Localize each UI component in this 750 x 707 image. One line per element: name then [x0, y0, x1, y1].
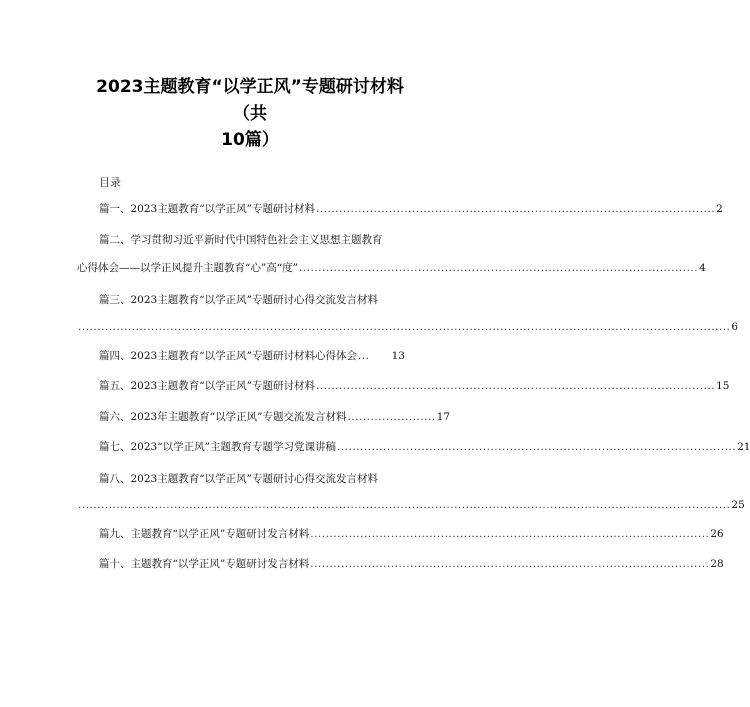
toc-page-number: 28	[710, 558, 724, 570]
toc-entry-title: 篇六、2023年主题教育“以学正风”专题交流发言材料	[99, 411, 347, 423]
toc-entry-5[interactable]	[99, 379, 730, 393]
toc-entry-title: 篇七、2023“以学正风”主题教育专题学习党课讲稿	[99, 441, 336, 453]
toc-leader-dots: ........................................................................................................	[315, 380, 716, 392]
toc-entry-4[interactable]	[99, 349, 405, 363]
toc-heading: 目录	[99, 176, 121, 189]
toc-leader-dots: ........................................................................................................	[310, 528, 710, 540]
toc-entry-8-line1[interactable]: 篇八、2023主题教育“以学正风”专题研讨心得交流发言材料	[99, 473, 378, 485]
toc-page-number: 21	[737, 441, 750, 453]
toc-entry-9[interactable]	[99, 527, 724, 541]
toc-entry-7[interactable]	[99, 440, 750, 454]
toc-page-number: 17	[436, 411, 451, 423]
toc-leader-dots: .......................	[347, 411, 436, 423]
toc-entry-8[interactable]	[77, 498, 745, 512]
toc-entry-title: 篇五、2023主题教育“以学正风”专题研讨材料	[99, 380, 315, 392]
toc-entry-3[interactable]	[77, 320, 739, 334]
toc-entry-6[interactable]	[99, 410, 451, 424]
toc-leader-dots: ........................................................................................................	[315, 203, 716, 215]
toc-page-number: 26	[710, 528, 724, 540]
toc-entry-2-line1[interactable]: 篇二、学习贯彻习近平新时代中国特色社会主义思想主题教育	[99, 234, 383, 246]
toc-leader-dots: ..........................................................................................................................................................................	[78, 499, 731, 511]
toc-leader-dots: ........................................................................................................	[336, 441, 737, 453]
toc-page-number: 2	[716, 203, 723, 215]
document-title-count-open: （共	[233, 104, 267, 124]
toc-entry-title: 篇九、主题教育“以学正风”专题研讨发言材料	[99, 528, 310, 540]
toc-page-number: 13	[391, 350, 405, 362]
toc-entry-title: 篇四、2023主题教育“以学正风”专题研讨材料心得体会	[99, 350, 357, 362]
toc-leader-dots: ........................................................................................................	[298, 262, 699, 274]
toc-leader-dots: ...	[357, 350, 370, 362]
toc-entry-title: 篇一、2023主题教育“以学正风”专题研讨材料	[99, 203, 315, 215]
toc-entry-2[interactable]	[77, 261, 706, 275]
document-title-count: 10篇）	[221, 130, 279, 150]
toc-entry-10[interactable]	[99, 557, 724, 571]
toc-leader-dots: ........................................................................................................	[310, 558, 710, 570]
toc-page-number: 15	[716, 380, 730, 392]
document-title: 2023主题教育“以学正风”专题研讨材料	[96, 77, 404, 97]
toc-entry-3-line1[interactable]: 篇三、2023主题教育“以学正风”专题研讨心得交流发言材料	[99, 294, 378, 306]
toc-entry-title: 心得体会——以学正风提升主题教育“心”高“度”	[77, 262, 298, 274]
toc-leader-dots: ..........................................................................................................................................................................	[78, 321, 731, 333]
toc-entry-title: 篇十、主题教育“以学正风”专题研讨发言材料	[99, 558, 310, 570]
toc-page-number: 4	[699, 262, 706, 274]
toc-page-number: 6	[731, 321, 739, 333]
toc-entry-1[interactable]	[99, 202, 723, 216]
toc-page-number: 25	[731, 499, 745, 511]
